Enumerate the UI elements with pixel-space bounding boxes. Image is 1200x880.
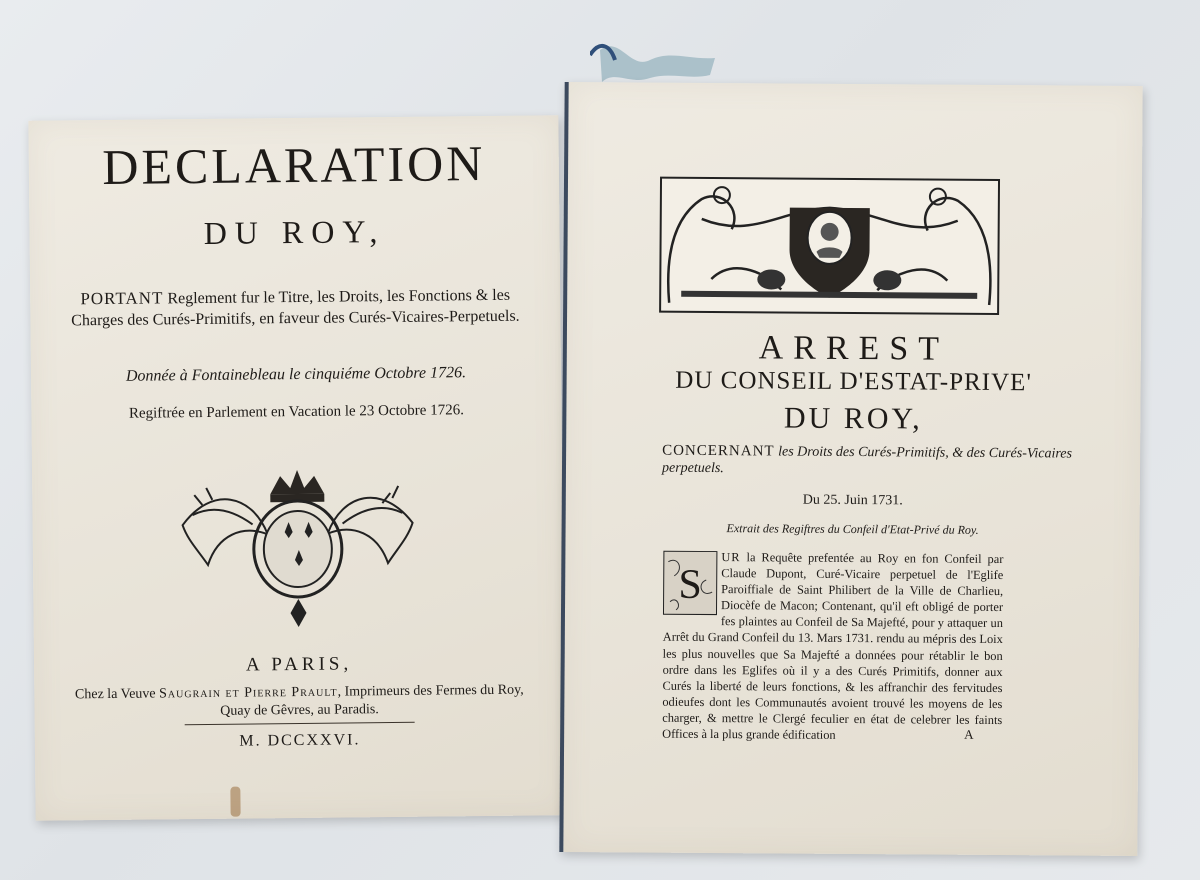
description-text: les Droits des Curés-Primitifs, & des Curés-Vicaires perpetuels. — [661, 444, 1073, 477]
description-lead: CONCERNANT — [662, 442, 775, 460]
document-date: Du 25. Juin 1731. — [802, 492, 903, 509]
description-lead: PORTANT — [80, 288, 164, 309]
ribbon-bookmark-icon — [590, 30, 720, 90]
registration-line: Regiftrée en Parlement en Vacation le 23 Octobre 1726. — [128, 402, 465, 422]
imprint-year: M. DCCXXVI. — [239, 731, 361, 750]
imprint-place: A PARIS, — [245, 653, 353, 676]
body-paragraph — [662, 549, 1003, 744]
paper-stain — [230, 787, 240, 817]
description-text: Reglement fur le Titre, les Droits, les Fonctions & les Charges des Curés-Primitifs, en faveur des Curés-Vicaires-Perpetuels. — [71, 286, 520, 330]
imprint-publisher — [64, 682, 534, 723]
ornamental-woodcut-headpiece-icon — [659, 177, 1000, 315]
document-description — [70, 284, 520, 332]
document-title: DECLARATION — [102, 135, 486, 196]
publisher-suffix: , Imprimeurs des Fermes du Roy, Quay de Gêvres, au Paradis. — [220, 682, 524, 719]
publisher-prefix: Chez la Veuve — [74, 686, 160, 703]
document-subtitle: DU ROY, — [783, 401, 923, 436]
royal-coat-of-arms-icon — [172, 463, 424, 636]
document-council-line: DU CONSEIL D'ESTAT-PRIVE' — [675, 366, 1032, 397]
declaration-document — [28, 115, 565, 821]
document-title: ARREST — [758, 329, 950, 368]
publisher-names: Saugrain et Pierre Prault — [159, 684, 338, 702]
document-subtitle: DU ROY, — [203, 213, 386, 251]
extract-heading: Extrait des Regiftres du Confeil d'Etat-Privé du Roy. — [726, 521, 979, 537]
arrest-document — [559, 82, 1142, 856]
drop-cap-letter: S — [678, 561, 703, 608]
body-text: la Requête prefentée au Roy en fon Confeil par Claude Dupont, Curé-Vicaire perpetuel de l'Eglife Paroiffiale de Saint Philibert de la Ville de Charlieu, Diocèfe de Macon; Contenant, qu'il eft obligé de porter fes plaintes au Confeil de Sa Majefté, pour y attaquer un Arrêt du Grand Confeil du 13. Mars 1731. rendu au mépris des Loix les plus nouvelles que Sa Majefté a données pour rétablir le bon ordre dans les Eglifes où il y a des Curés Primitifs, donner aux Curés la liberté de leurs fonctions, & les affranchir des fervitudes odieufes dont les Communautés avoient trouvé les moyens de les charger, & mettre le Clergé feculier en état de celebrer les faints Offices à la plus grande édification — [662, 550, 1004, 742]
catchword: A — [964, 726, 974, 742]
body-lead: UR — [721, 550, 741, 565]
issue-date-line: Donnée à Fontainebleau le cinquiéme Octobre 1726. — [125, 364, 467, 385]
divider — [185, 722, 415, 725]
document-description — [662, 443, 1082, 480]
